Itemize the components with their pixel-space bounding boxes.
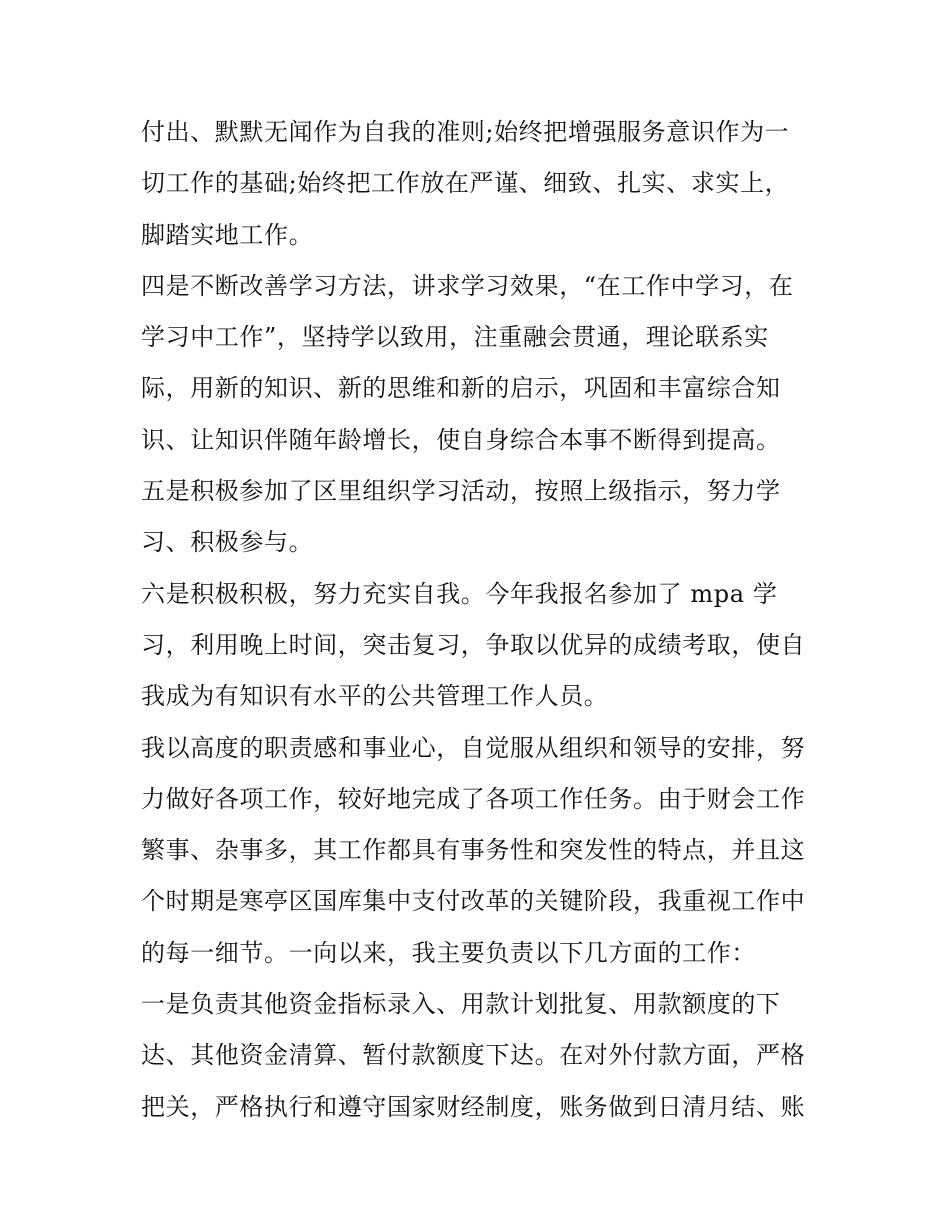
text-line: 学习中工作”，坚持学以致用，注重融会贯通，理论联系实 (141, 323, 769, 352)
text-line: 习，利用晚上时间，突击复习，争取以优异的成绩考取，使自 (141, 630, 806, 659)
document-body (141, 108, 821, 1134)
text-line: 切工作的基础;始终把工作放在严谨、细致、扎实、求实上， (141, 169, 790, 198)
text-line: 力做好各项工作，较好地完成了各项工作任务。由于财会工作 (141, 784, 806, 813)
text-line: 我成为有知识有水平的公共管理工作人员。 (141, 682, 609, 711)
text-line: 我以高度的职责感和事业心，自觉服从组织和领导的安排，努 (141, 733, 806, 762)
text-line: 达、其他资金清算、暂付款额度下达。在对外付款方面，严格 (141, 1041, 806, 1070)
text-line: 繁事、杂事多，其工作都具有事务性和突发性的特点，并且这 (141, 836, 806, 865)
text-line: 习、积极参与。 (141, 528, 314, 557)
text-line: 付出、默默无闻作为自我的准则;始终把增强服务意识作为一 (141, 118, 790, 146)
text-line: 际，用新的知识、新的思维和新的启示，巩固和丰富综合知 (141, 374, 781, 403)
text-line: 个时期是寒亭区国库集中支付改革的关键阶段，我重视工作中 (141, 887, 806, 916)
text-line: 五是积极参加了区里组织学习活动，按照上级指示，努力学 (141, 477, 781, 506)
text-line: 六是积极积极，努力充实自我。今年我报名参加了 mpa 学 (141, 579, 778, 608)
text-line: 的每一细节。一向以来，我主要负责以下几方面的工作： (141, 938, 756, 967)
text-line: 一是负责其他资金指标录入、用款计划批复、用款额度的下 (141, 990, 781, 1019)
text-line: 四是不断改善学习方法，讲求学习效果，“在工作中学习，在 (141, 271, 794, 300)
text-line: 识、让知识伴随年龄增长，使自身综合本事不断得到提高。 (141, 425, 781, 454)
text-line: 把关，严格执行和遵守国家财经制度，账务做到日清月结、账 (141, 1092, 806, 1121)
text-line: 脚踏实地工作。 (141, 220, 314, 249)
